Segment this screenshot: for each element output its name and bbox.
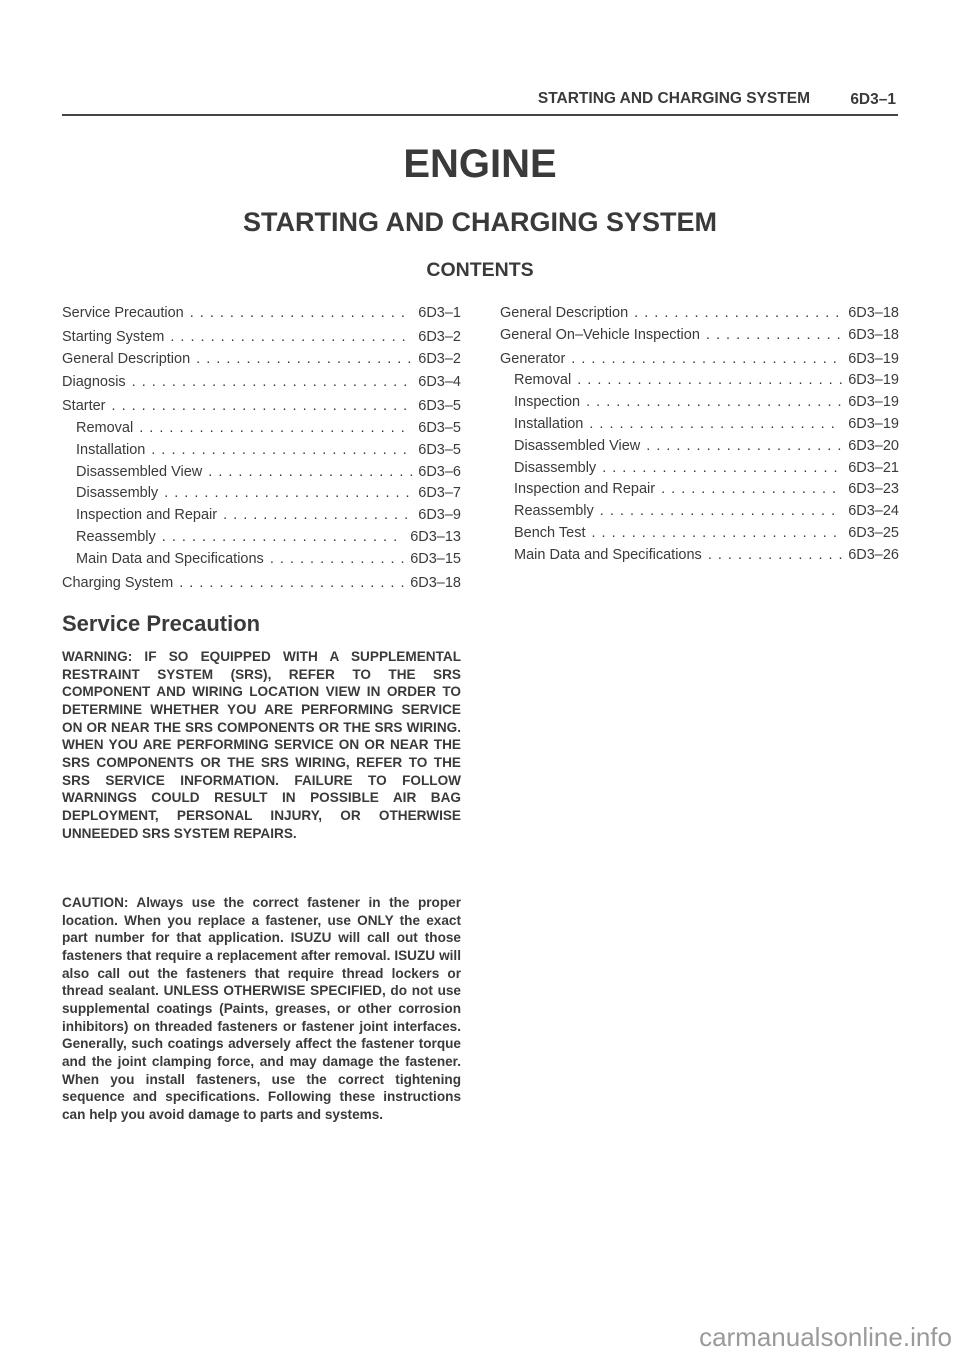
- toc-entry-label: Diagnosis: [62, 374, 126, 391]
- toc-entry[interactable]: [500, 438, 899, 460]
- toc-entry-page: 6D3–26: [848, 546, 899, 563]
- toc-right-column: [500, 305, 899, 569]
- toc-entry-page: 6D3–6: [418, 463, 461, 480]
- caution-paragraph: CAUTION: Always use the correct fastener in the proper location. When you replace a fastener, use ONLY the exact part number for that application. ISUZU will call out those fasteners that require a replacement after removal. ISUZU will also call out the fasteners that require thread lockers or thread sealant. UNLESS OTHERWISE SPECIFIED, do not use supplemental coatings (Paints, greases, or other corrosion inhibitors) on threaded fasteners or fastener joint interfaces. Generally, such coatings adversely affect the fastener torque and the joint clamping force, and may damage the fastener. When you install fasteners, use the correct tightening sequence and specifications. Following these instructions can help you avoid damage to parts and systems.: [62, 895, 461, 1122]
- dot-leader: [208, 464, 412, 480]
- toc-entry-page: 6D3–13: [410, 528, 461, 545]
- dot-leader: [112, 398, 413, 414]
- dot-leader: [132, 374, 413, 390]
- toc-entry[interactable]: [500, 394, 899, 416]
- toc-entry[interactable]: [62, 507, 461, 529]
- toc-entry-label: Installation: [514, 415, 584, 432]
- toc-entry-label: Disassembled View: [76, 463, 203, 480]
- header-page-number: 6D3–1: [850, 91, 896, 108]
- dot-leader: [270, 551, 404, 567]
- toc-entry-page: 6D3–18: [848, 305, 899, 321]
- dot-leader: [591, 525, 842, 541]
- toc-entry-label: Inspection and Repair: [514, 481, 656, 498]
- dot-leader: [223, 507, 412, 523]
- toc-entry-label: Disassembly: [514, 459, 597, 476]
- toc-entry-page: 6D3–19: [848, 394, 899, 411]
- toc-entry[interactable]: [500, 305, 899, 327]
- toc-entry[interactable]: [62, 575, 461, 597]
- dot-leader: [600, 503, 842, 519]
- dot-leader: [139, 420, 412, 436]
- dot-leader: [162, 529, 404, 545]
- dot-leader: [196, 351, 412, 367]
- dot-leader: [577, 372, 842, 388]
- toc-entry[interactable]: [500, 327, 899, 349]
- header-title: STARTING AND CHARGING SYSTEM: [537, 90, 810, 107]
- toc-entry-label: Disassembly: [76, 485, 159, 502]
- dot-leader: [589, 416, 842, 432]
- toc-entry[interactable]: [62, 329, 461, 351]
- toc-entry-page: 6D3–2: [418, 328, 461, 345]
- page-header: [62, 88, 898, 116]
- dot-leader: [661, 481, 842, 497]
- dot-leader: [586, 394, 842, 410]
- toc-entry[interactable]: [500, 547, 899, 569]
- dot-leader: [170, 329, 412, 345]
- toc-entry[interactable]: [500, 481, 899, 503]
- toc-entry[interactable]: [62, 551, 461, 573]
- toc-entry-page: 6D3–9: [418, 507, 461, 524]
- toc-entry[interactable]: [62, 420, 461, 442]
- toc-entry-page: 6D3–23: [848, 481, 899, 498]
- toc-entry-label: Charging System: [62, 574, 174, 591]
- section-title: STARTING AND CHARGING SYSTEM: [242, 207, 717, 237]
- toc-entry-page: 6D3–18: [410, 574, 461, 591]
- toc-entry-page: 6D3–15: [410, 550, 461, 567]
- toc-entry[interactable]: [62, 464, 461, 486]
- toc-entry[interactable]: [500, 460, 899, 482]
- toc-entry-page: 6D3–4: [418, 374, 461, 391]
- dot-leader: [179, 575, 404, 591]
- toc-left-column: [62, 305, 461, 596]
- dot-leader: [634, 305, 842, 321]
- dot-leader: [646, 438, 842, 454]
- toc-entry[interactable]: [62, 351, 461, 373]
- toc-entry-label: Removal: [76, 419, 134, 436]
- toc-entry-label: Starting System: [62, 328, 165, 345]
- toc-entry-label: Service Precaution: [62, 305, 184, 321]
- toc-entry-page: 6D3–20: [848, 437, 899, 454]
- toc-entry-page: 6D3–7: [418, 485, 461, 502]
- dot-leader: [708, 547, 842, 563]
- toc-entry-label: Disassembled View: [514, 437, 641, 454]
- toc-entry-page: 6D3–19: [848, 372, 899, 389]
- toc-entry-label: Main Data and Specifications: [76, 550, 264, 567]
- toc-entry[interactable]: [62, 374, 461, 396]
- toc-entry[interactable]: [62, 529, 461, 551]
- toc-entry-label: Inspection and Repair: [76, 507, 218, 524]
- toc-entry[interactable]: [500, 416, 899, 438]
- toc-entry-label: Starter: [62, 398, 106, 415]
- toc-entry[interactable]: [500, 372, 899, 394]
- toc-entry-page: 6D3–24: [848, 503, 899, 520]
- toc-entry-page: 6D3–5: [418, 419, 461, 436]
- toc-entry[interactable]: [62, 442, 461, 464]
- toc-entry-page: 6D3–25: [848, 524, 899, 541]
- toc-entry-label: General On–Vehicle Inspection: [500, 326, 700, 343]
- dot-leader: [571, 351, 842, 367]
- watermark: carmanualsonline.info: [699, 1322, 952, 1352]
- toc-entry-page: 6D3–19: [848, 350, 899, 367]
- toc-entry-label: Inspection: [514, 394, 581, 411]
- dot-leader: [151, 442, 412, 458]
- chapter-title: ENGINE: [403, 142, 557, 186]
- toc-entry-page: 6D3–21: [848, 459, 899, 476]
- toc-entry-label: Reassembly: [76, 528, 156, 545]
- toc-entry-label: Bench Test: [514, 524, 586, 541]
- toc-entry-label: Generator: [500, 350, 566, 367]
- dot-leader: [190, 305, 413, 321]
- service-precaution-heading: Service Precaution: [62, 611, 261, 636]
- toc-entry-label: Main Data and Specifications: [514, 546, 702, 563]
- toc-entry[interactable]: [62, 398, 461, 420]
- toc-entry-page: 6D3–1: [418, 305, 461, 321]
- toc-entry-label: General Description: [500, 305, 629, 321]
- toc-entry-page: 6D3–2: [418, 350, 461, 367]
- toc-entry-page: 6D3–5: [418, 398, 461, 415]
- dot-leader: [164, 485, 412, 501]
- toc-entry-label: Removal: [514, 372, 572, 389]
- toc-entry[interactable]: [500, 503, 899, 525]
- toc-entry-page: 6D3–5: [418, 441, 461, 458]
- toc-entry-label: Installation: [76, 441, 146, 458]
- toc-entry[interactable]: [62, 485, 461, 507]
- toc-entry-page: 6D3–18: [848, 326, 899, 343]
- warning-paragraph: WARNING: IF SO EQUIPPED WITH A SUPPLEMENTAL RESTRAINT SYSTEM (SRS), REFER TO THE SRS COMPONENT AND WIRING LOCATION VIEW IN ORDER TO DETERMINE WHETHER YOU ARE PERFORMING SERVICE ON OR NEAR THE SRS COMPONENTS OR THE SRS WIRING. WHEN YOU ARE PERFORMING SERVICE ON OR NEAR THE SRS COMPONENTS OR THE SRS WIRING, REFER TO THE SRS SERVICE INFORMATION. FAILURE TO FOLLOW WARNINGS COULD RESULT IN POSSIBLE AIR BAG DEPLOYMENT, PERSONAL INJURY, OR OTHERWISE UNNEEDED SRS SYSTEM REPAIRS.: [62, 649, 461, 841]
- toc-entry[interactable]: [500, 525, 899, 547]
- dot-leader: [706, 327, 842, 343]
- dot-leader: [602, 460, 842, 476]
- toc-entry[interactable]: [62, 305, 461, 327]
- toc-entry[interactable]: [500, 351, 899, 373]
- toc-entry-page: 6D3–19: [848, 415, 899, 432]
- contents-heading: CONTENTS: [426, 259, 534, 281]
- toc-entry-label: Reassembly: [514, 503, 594, 520]
- toc-entry-label: General Description: [62, 350, 191, 367]
